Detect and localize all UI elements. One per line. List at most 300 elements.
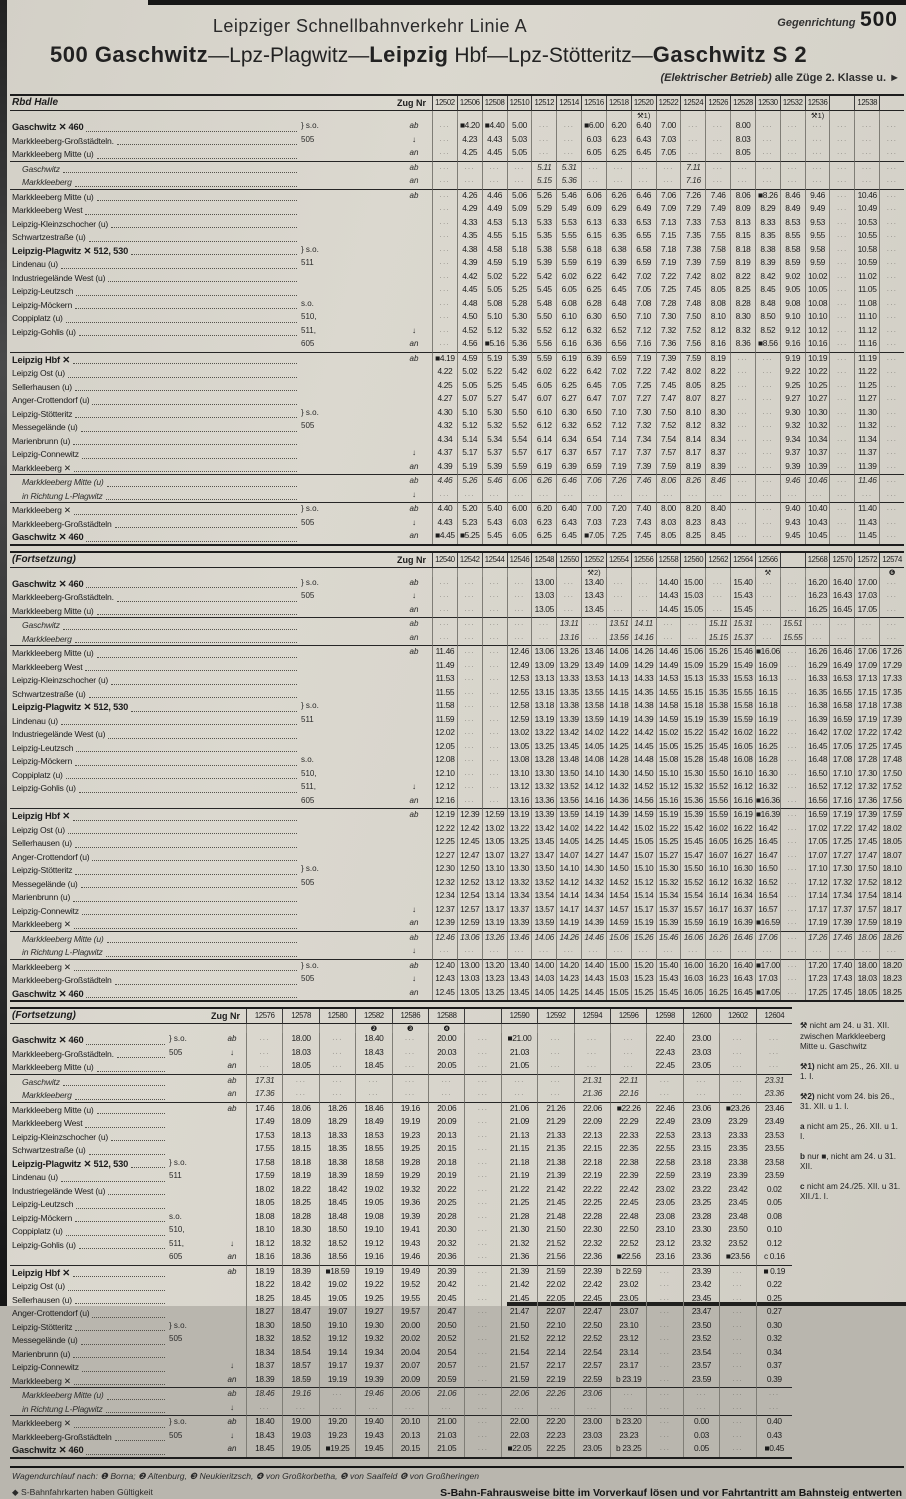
station-label: Coppiplatz (u) <box>12 1226 63 1236</box>
station-label: Leipzig-Plagwitz ✕ 512, 530 <box>12 245 129 256</box>
time-cell: 11.46 <box>432 646 457 660</box>
time-cell-empty <box>631 945 656 960</box>
station-name <box>10 1103 168 1117</box>
no-service-dots: ··· <box>732 1310 744 1316</box>
route-note: } s.o. <box>169 1157 187 1167</box>
time-cell-empty <box>829 503 854 517</box>
time-cell: 7.25 <box>656 284 681 298</box>
time-cell: ■8.26 <box>755 190 780 204</box>
time-cell-empty <box>780 973 805 987</box>
time-cell: 18.09 <box>282 1116 318 1130</box>
time-cell-empty <box>780 687 805 701</box>
time-cell-empty <box>829 271 854 285</box>
time-cell-empty <box>719 1388 755 1402</box>
time-cell: 15.49 <box>730 660 755 674</box>
time-cell: 9.46 <box>805 190 830 204</box>
time-cell: 17.52 <box>879 781 904 795</box>
no-service-dots: ··· <box>439 165 451 172</box>
time-cell: 12.45 <box>432 987 457 1001</box>
time-cell: 10.58 <box>854 244 879 258</box>
time-cell-empty <box>780 863 805 877</box>
column-symbol-empty <box>246 1024 282 1033</box>
time-cell: 12.52 <box>457 877 482 891</box>
no-service-dots: ··· <box>638 492 649 499</box>
leader-dots <box>75 1302 165 1304</box>
time-cell: 17.25 <box>829 836 854 850</box>
no-service-dots: ··· <box>837 410 848 417</box>
time-cell: 22.07 <box>537 1306 573 1320</box>
time-cell-empty <box>854 618 879 632</box>
no-service-dots: ··· <box>837 949 848 955</box>
time-cell: 14.02 <box>556 823 581 837</box>
time-cell: 9.53 <box>805 217 830 231</box>
time-cell: 18.02 <box>879 823 904 837</box>
time-cell: 18.22 <box>282 1184 318 1198</box>
arrival-departure-label <box>218 1184 246 1198</box>
time-cell: 18.34 <box>246 1347 282 1361</box>
time-cell: 7.48 <box>680 298 705 312</box>
leader-dots <box>85 1126 165 1128</box>
station-label: Leipzig-Möckern <box>12 1212 73 1223</box>
time-cell: 8.39 <box>705 461 730 476</box>
time-cell: 17.18 <box>854 700 879 714</box>
route-note <box>168 1075 218 1089</box>
route-note: 511, <box>301 325 316 335</box>
time-cell-empty <box>531 618 556 632</box>
time-cell: 15.25 <box>680 741 705 755</box>
time-cell: 14.26 <box>556 932 581 946</box>
route-note: 511, <box>301 782 316 791</box>
station-name <box>10 823 300 837</box>
no-service-dots: ··· <box>762 437 774 444</box>
time-cell: 9.10 <box>780 311 805 325</box>
route-note <box>300 932 396 946</box>
time-cell-empty <box>507 945 532 960</box>
time-cell: 6.25 <box>606 147 631 162</box>
time-cell: 13.28 <box>531 754 556 768</box>
column-symbol-empty <box>854 568 879 577</box>
no-service-dots: ··· <box>732 1405 744 1412</box>
no-service-dots: ··· <box>368 1092 380 1098</box>
no-service-dots: ··· <box>886 328 898 335</box>
zugnr-label: Zug Nr <box>300 96 432 111</box>
time-cell: 18.56 <box>319 1251 355 1266</box>
time-cell: 4.38 <box>457 244 482 258</box>
no-service-dots: ··· <box>477 1106 489 1113</box>
time-cell: 7.59 <box>705 257 730 271</box>
time-cell: 17.53 <box>246 1130 282 1144</box>
time-cell: 19.39 <box>392 1211 428 1225</box>
time-cell: 17.43 <box>829 973 854 987</box>
column-symbol-empty <box>581 111 606 120</box>
time-cell: 13.59 <box>581 714 606 728</box>
train-number: 12546 <box>507 553 532 568</box>
station-name <box>10 175 300 190</box>
no-service-dots: ··· <box>613 607 625 614</box>
time-cell: 15.39 <box>656 917 681 932</box>
arrival-departure-label <box>396 244 432 258</box>
no-service-dots: ··· <box>477 1147 489 1153</box>
no-service-dots: ··· <box>439 220 451 227</box>
time-cell-empty <box>482 754 507 768</box>
time-cell: 18.10 <box>879 863 904 877</box>
no-service-dots: ··· <box>837 151 848 157</box>
time-cell-empty <box>432 271 457 285</box>
leader-dots <box>76 750 297 752</box>
time-cell: 17.48 <box>879 754 904 768</box>
time-cell: ■16.36 <box>755 795 780 810</box>
no-service-dots: ··· <box>659 1350 671 1357</box>
no-service-dots: ··· <box>659 1296 671 1303</box>
time-cell: 17.35 <box>879 687 904 701</box>
no-service-dots: ··· <box>812 622 823 628</box>
no-service-dots: ··· <box>587 1050 598 1057</box>
time-cell: 15.48 <box>705 754 730 768</box>
time-cell-empty <box>879 577 904 591</box>
time-cell: 20.00 <box>392 1320 428 1334</box>
time-cell: 17.05 <box>829 741 854 755</box>
time-cell: 10.10 <box>805 311 830 325</box>
time-cell: 16.27 <box>730 850 755 864</box>
time-cell: 14.05 <box>556 836 581 850</box>
time-cell: 9.59 <box>805 257 830 271</box>
leader-dots <box>74 927 297 929</box>
time-cell: 7.22 <box>631 366 656 380</box>
time-cell-empty <box>464 1238 500 1252</box>
no-service-dots: ··· <box>732 1064 744 1070</box>
station-label: Markkleeberg Mitte (u) <box>22 477 104 487</box>
time-cell-empty <box>646 1402 682 1417</box>
station-name <box>10 257 300 271</box>
time-cell: 4.39 <box>457 257 482 271</box>
time-cell: 14.22 <box>581 823 606 837</box>
time-cell: 8.00 <box>656 503 681 517</box>
arrival-departure-label <box>396 863 432 877</box>
time-cell: 6.30 <box>556 407 581 421</box>
no-service-dots: ··· <box>464 771 475 778</box>
time-cell-empty <box>705 162 730 176</box>
time-cell: 6.14 <box>531 434 556 448</box>
time-cell: 22.06 <box>574 1103 610 1117</box>
time-cell: 13.03 <box>531 590 556 604</box>
time-cell: 14.45 <box>581 987 606 1001</box>
time-cell: 15.11 <box>705 618 730 632</box>
time-cell: 14.40 <box>581 960 606 974</box>
station-label: Gaschwitz ✕ 460 <box>12 1445 84 1455</box>
time-cell: 4.50 <box>457 311 482 325</box>
time-cell: ■4.40 <box>482 120 507 134</box>
leader-dots <box>61 723 297 725</box>
time-cell-empty <box>829 517 854 531</box>
time-cell: 15.06 <box>680 646 705 660</box>
time-cell-empty <box>755 590 780 604</box>
time-cell: 23.33 <box>719 1130 755 1144</box>
no-service-dots: ··· <box>563 594 575 600</box>
time-cell: 22.14 <box>537 1347 573 1361</box>
time-cell: 14.45 <box>656 604 681 619</box>
no-service-dots: ··· <box>696 1092 707 1098</box>
time-cell: 20.47 <box>428 1306 464 1320</box>
train-number: 12594 <box>574 1009 610 1024</box>
time-cell: 22.54 <box>574 1347 610 1361</box>
time-cell: 15.40 <box>656 960 681 974</box>
time-cell: 12.57 <box>457 904 482 918</box>
time-cell: 19.16 <box>355 1251 391 1266</box>
time-cell-empty <box>829 434 854 448</box>
station-label: Lindenau (u) <box>12 715 58 726</box>
time-cell: 13.45 <box>507 987 532 1001</box>
time-cell: 13.06 <box>457 932 482 946</box>
no-service-dots: ··· <box>295 1092 307 1098</box>
time-cell: 17.45 <box>829 987 854 1001</box>
time-cell: 17.32 <box>854 781 879 795</box>
time-cell-empty <box>581 489 606 504</box>
route-note <box>300 230 396 244</box>
time-cell: 5.23 <box>457 517 482 531</box>
no-service-dots: ··· <box>489 798 500 805</box>
no-service-dots: ··· <box>489 785 500 791</box>
no-service-dots: ··· <box>638 580 649 587</box>
time-cell-empty <box>507 632 532 647</box>
time-cell: 21.45 <box>537 1197 573 1211</box>
time-cell: 16.32 <box>755 781 780 795</box>
time-cell: 16.19 <box>705 917 730 932</box>
no-service-dots: ··· <box>489 731 500 737</box>
station-label: Leipzig Hbf ✕ <box>12 354 70 365</box>
time-cell: 7.37 <box>631 447 656 461</box>
time-cell: 23.39 <box>719 1170 755 1184</box>
no-service-dots: ··· <box>886 356 898 363</box>
time-cell-empty <box>464 1443 500 1457</box>
leader-dots <box>73 362 297 364</box>
arrival-departure-label: ↓ <box>412 325 416 335</box>
time-cell: 9.27 <box>780 393 805 407</box>
time-cell-empty <box>879 203 904 217</box>
time-cell: 7.38 <box>680 244 705 258</box>
time-cell-empty <box>464 1224 500 1238</box>
time-cell: 18.53 <box>355 1130 391 1144</box>
no-service-dots: ··· <box>837 179 848 185</box>
time-cell: 18.10 <box>246 1224 282 1238</box>
time-cell: 17.25 <box>805 987 830 1001</box>
no-service-dots: ··· <box>787 580 798 587</box>
no-service-dots: ··· <box>712 594 724 600</box>
time-cell-empty <box>719 1320 755 1334</box>
leader-dots <box>82 1370 165 1372</box>
station-name <box>10 863 300 877</box>
time-cell-empty <box>432 162 457 176</box>
time-cell: 14.37 <box>581 904 606 918</box>
time-cell: 20.13 <box>428 1130 464 1144</box>
time-cell: 8.09 <box>730 203 755 217</box>
no-service-dots: ··· <box>787 744 798 751</box>
time-cell-empty <box>432 489 457 504</box>
time-cell-empty <box>805 134 830 148</box>
route-note <box>168 1143 218 1157</box>
time-cell: 8.25 <box>705 380 730 394</box>
no-service-dots: ··· <box>837 342 848 348</box>
time-cell: 4.39 <box>432 461 457 476</box>
time-cell: 6.29 <box>606 203 631 217</box>
time-cell-empty <box>482 741 507 755</box>
no-service-dots: ··· <box>539 622 550 628</box>
station-name <box>10 1033 168 1047</box>
arrival-departure-label: ab <box>409 577 419 587</box>
leader-dots <box>97 157 297 159</box>
time-cell: 5.42 <box>507 366 532 380</box>
no-service-dots: ··· <box>477 1050 489 1057</box>
column-symbol-empty <box>531 568 556 577</box>
time-cell: 21.03 <box>428 1430 464 1444</box>
time-cell: 19.49 <box>392 1266 428 1280</box>
time-cell: 14.59 <box>631 809 656 823</box>
sbahn-ticket-note: ◆ S-Bahnfahrkarten haben Gültigkeit <box>12 1486 153 1497</box>
time-cell-empty <box>780 162 805 176</box>
no-service-dots: ··· <box>663 622 674 628</box>
time-cell: 6.20 <box>531 503 556 517</box>
time-cell: 15.02 <box>631 823 656 837</box>
no-service-dots: ··· <box>464 165 475 172</box>
time-cell: 18.19 <box>879 917 904 932</box>
leader-dots <box>75 1098 165 1100</box>
time-cell-empty <box>829 230 854 244</box>
time-cell-empty <box>829 298 854 312</box>
time-cell-empty <box>730 517 755 531</box>
time-cell: 6.19 <box>556 353 581 367</box>
time-cell: 22.12 <box>537 1333 573 1347</box>
route-note: 505 <box>169 1334 183 1343</box>
station-name <box>10 461 300 476</box>
arrival-departure-label <box>396 700 432 714</box>
no-service-dots: ··· <box>812 124 823 130</box>
time-cell-empty <box>432 298 457 312</box>
time-cell: 13.18 <box>531 700 556 714</box>
time-cell: 14.46 <box>656 646 681 660</box>
time-cell-empty <box>683 1402 719 1417</box>
no-service-dots: ··· <box>623 1037 634 1043</box>
time-cell: 15.09 <box>680 660 705 674</box>
time-cell: 16.42 <box>805 727 830 741</box>
arrival-departure-label: an <box>396 917 432 932</box>
time-cell: 14.39 <box>606 809 631 823</box>
station-label: Anger-Crottendorf (u) <box>12 851 90 862</box>
time-cell: 14.48 <box>631 754 656 768</box>
time-cell-empty <box>755 604 780 619</box>
time-cell-empty <box>432 604 457 619</box>
leader-dots <box>75 307 297 309</box>
time-cell-empty <box>719 1430 755 1444</box>
time-cell-empty <box>501 1088 537 1103</box>
time-cell: 16.43 <box>730 973 755 987</box>
time-cell: 6.38 <box>606 244 631 258</box>
column-symbol-empty <box>780 111 805 120</box>
no-service-dots: ··· <box>405 1050 416 1057</box>
time-cell: 16.38 <box>805 700 830 714</box>
no-service-dots: ··· <box>837 328 848 335</box>
time-cell: 8.30 <box>705 407 730 421</box>
time-cell: 13.00 <box>457 960 482 974</box>
time-cell: 12.54 <box>457 890 482 904</box>
no-service-dots: ··· <box>886 383 898 390</box>
time-cell: 18.08 <box>246 1211 282 1225</box>
time-cell: 22.38 <box>610 1157 646 1171</box>
no-service-dots: ··· <box>886 507 898 513</box>
time-cell: 14.43 <box>656 590 681 604</box>
station-label: Markkleeberg ✕ <box>12 919 71 929</box>
time-cell: 13.16 <box>507 795 532 810</box>
no-service-dots: ··· <box>439 342 451 348</box>
time-cell: 5.45 <box>531 284 556 298</box>
time-cell: 19.19 <box>392 1116 428 1130</box>
time-cell: 10.53 <box>854 217 879 231</box>
time-cell: 23.54 <box>683 1347 719 1361</box>
no-service-dots: ··· <box>688 635 699 642</box>
time-cell: 22.23 <box>537 1430 573 1444</box>
line-title-mid1: —Lpz-Plagwitz— <box>208 44 370 67</box>
time-cell-empty <box>556 120 581 134</box>
time-cell: 22.19 <box>537 1374 573 1389</box>
no-service-dots: ··· <box>477 1078 489 1085</box>
time-cell: 18.39 <box>319 1170 355 1184</box>
no-service-dots: ··· <box>712 137 724 144</box>
time-cell: 11.12 <box>854 325 879 339</box>
time-cell-empty <box>457 795 482 810</box>
time-cell: 5.45 <box>507 380 532 394</box>
leader-dots <box>63 1084 165 1086</box>
time-cell: 13.34 <box>507 890 532 904</box>
no-service-dots: ··· <box>539 137 550 144</box>
time-cell: 20.59 <box>428 1374 464 1389</box>
station-label: Gaschwitz ✕ 460 <box>12 578 84 589</box>
time-cell: 12.02 <box>432 727 457 741</box>
time-cell: 6.22 <box>556 366 581 380</box>
time-cell: 15.19 <box>656 809 681 823</box>
no-service-dots: ··· <box>659 1078 671 1085</box>
no-service-dots: ··· <box>787 963 798 970</box>
time-cell: 17.59 <box>246 1170 282 1184</box>
time-cell-empty <box>879 175 904 190</box>
time-cell: 7.19 <box>606 461 631 476</box>
time-cell: 13.27 <box>507 850 532 864</box>
time-cell: ■5.25 <box>457 530 482 544</box>
time-cell: 23.52 <box>683 1333 719 1347</box>
time-cell: 21.05 <box>501 1060 537 1075</box>
station-name <box>10 1443 168 1457</box>
no-service-dots: ··· <box>439 580 451 587</box>
time-cell: 13.05 <box>482 836 507 850</box>
time-cell: 17.30 <box>854 768 879 782</box>
time-cell: 23.36 <box>756 1088 792 1103</box>
station-name <box>10 577 300 591</box>
no-service-dots: ··· <box>762 464 774 471</box>
time-cell: 19.19 <box>355 1266 391 1280</box>
time-cell-empty <box>705 175 730 190</box>
station-name <box>10 604 300 619</box>
no-service-dots: ··· <box>514 165 525 172</box>
time-cell: 14.11 <box>631 618 656 632</box>
time-cell: 5.33 <box>531 217 556 231</box>
time-cell-empty <box>879 380 904 394</box>
time-cell-empty <box>482 162 507 176</box>
time-cell: 16.35 <box>805 687 830 701</box>
time-cell: 5.02 <box>482 271 507 285</box>
time-cell: 15.19 <box>680 714 705 728</box>
no-service-dots: ··· <box>837 492 848 499</box>
time-cell: 7.59 <box>656 461 681 476</box>
time-cell-empty <box>829 311 854 325</box>
time-cell: 16.40 <box>730 960 755 974</box>
no-service-dots: ··· <box>688 124 699 130</box>
